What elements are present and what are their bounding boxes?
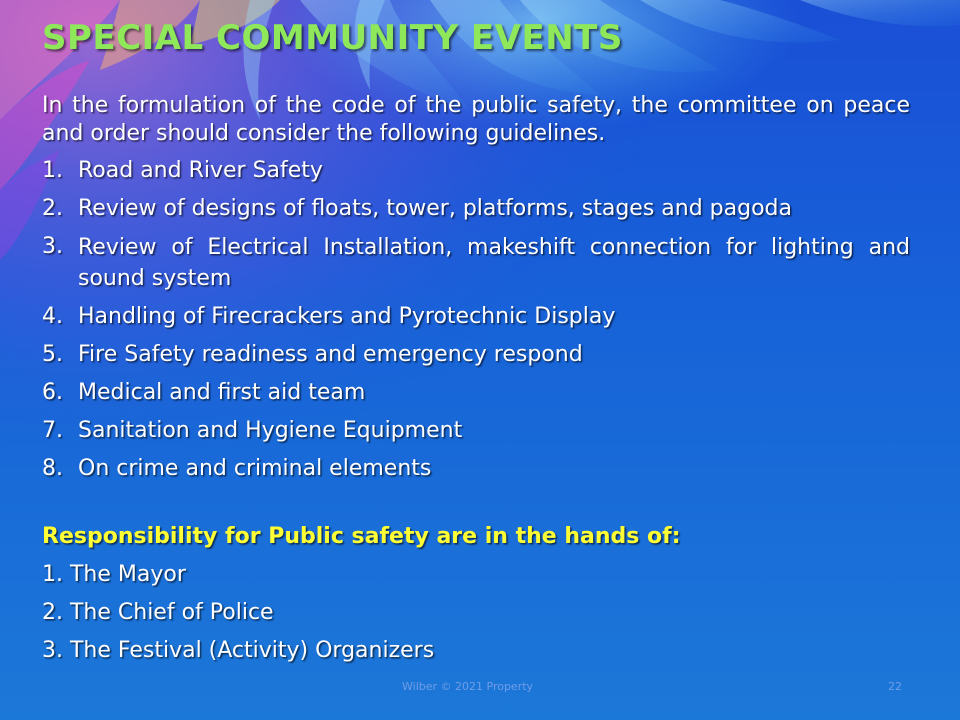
page-number: 22	[888, 680, 902, 693]
list-item-number: 3.	[42, 234, 63, 259]
list-item-number: 5.	[42, 342, 63, 367]
responsibility-list	[42, 560, 910, 666]
list-item-number: 8.	[42, 456, 63, 481]
intro-paragraph: In the formulation of the code of the public safety, the committee on peace and order should consider the following guidelines.	[42, 93, 910, 146]
list-item-text: Review of Electrical Installation, makeshift connection for lighting and sound system	[78, 235, 910, 291]
list-item-text: Medical and first aid team	[78, 380, 366, 405]
list-item-text: Handling of Firecrackers and Pyrotechnic Display	[78, 304, 616, 329]
list-item-number: 2.	[42, 196, 63, 221]
responsibility-item: 2. The Chief of Police	[42, 600, 274, 625]
responsibility-item: 3. The Festival (Activity) Organizers	[42, 638, 435, 663]
list-item-text: Review of designs of floats, tower, platforms, stages and pagoda	[78, 196, 792, 221]
list-item-number: 1.	[42, 158, 63, 183]
list-item	[42, 156, 910, 186]
list-item-text: On crime and criminal elements	[78, 456, 432, 481]
list-item	[42, 194, 910, 224]
list-item-text: Fire Safety readiness and emergency respond	[78, 342, 583, 367]
list-item	[42, 416, 910, 446]
list-item	[42, 340, 910, 370]
slide-content	[42, 92, 910, 666]
list-item-text: Road and River Safety	[78, 158, 323, 183]
list-item-number: 6.	[42, 380, 63, 405]
list-item-number: 4.	[42, 304, 63, 329]
list-item	[42, 302, 910, 332]
responsibility-item: 1. The Mayor	[42, 562, 186, 587]
list-item-text: Sanitation and Hygiene Equipment	[78, 418, 463, 443]
responsibility-heading: Responsibility for Public safety are in the hands of:	[42, 524, 681, 549]
list-item	[42, 232, 910, 294]
list-item	[42, 454, 910, 484]
list-item	[42, 378, 910, 408]
slide-title: SPECIAL COMMUNITY EVENTS	[42, 18, 623, 58]
guidelines-list	[42, 156, 910, 484]
list-item-number: 7.	[42, 418, 63, 443]
footer-text: Wilber © 2021 Property	[402, 680, 534, 693]
